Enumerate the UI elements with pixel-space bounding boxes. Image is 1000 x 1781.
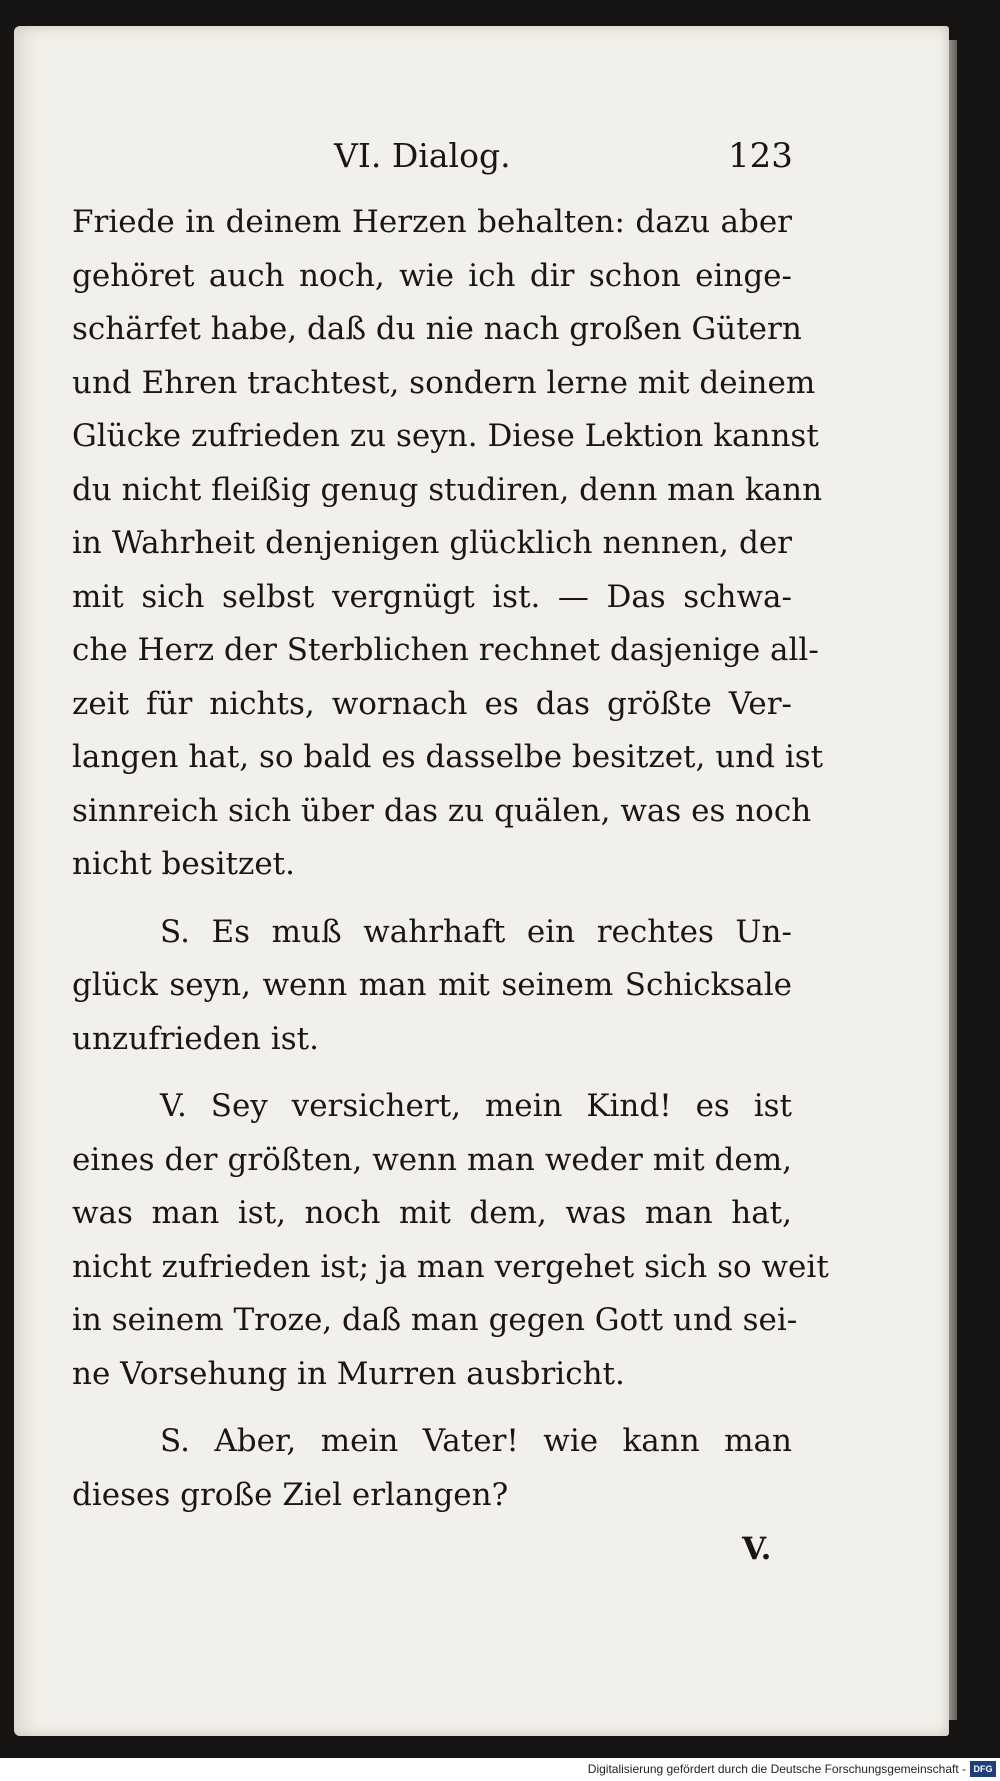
paragraph-1	[72, 196, 824, 892]
page-number: 123	[728, 136, 793, 176]
text-line: mit sich selbst vergnügt ist. — Das schwa-	[72, 578, 792, 615]
page-edge	[949, 40, 957, 1720]
text-line: glück seyn, wenn man mit seinem Schicksale	[72, 967, 792, 1003]
text-line: dieses große Ziel erlangen?	[72, 1476, 509, 1513]
text-line: eines der größten, wenn man weder mit dem,	[72, 1141, 792, 1178]
text-line: nicht besitzet.	[72, 846, 295, 882]
paragraph-gap	[72, 1401, 792, 1415]
text-line: zeit für nichts, wornach es das größte Ver-	[72, 685, 792, 722]
running-head: VI. Dialog.	[334, 136, 511, 175]
text-line: V. Sey versichert, mein Kind! es ist	[160, 1088, 792, 1124]
paragraph-gap	[72, 892, 792, 906]
paragraph-3	[72, 1080, 829, 1401]
text-line: du nicht fleißig genug studiren, denn man kann	[72, 471, 823, 508]
body-text	[72, 196, 829, 1522]
text-line: Friede in deinem Herzen behalten: dazu aber	[72, 204, 792, 240]
dfg-logo-icon: DFG	[970, 1761, 996, 1777]
text-line: in Wahrheit denjenigen glücklich nennen, der	[72, 525, 792, 561]
text-line: nicht zufrieden ist; ja man vergehet sich so weit	[72, 1248, 829, 1285]
text-line: ne Vorsehung in Murren ausbricht.	[72, 1355, 625, 1392]
paragraph-gap	[72, 1066, 792, 1080]
text-line: S. Es muß wahrhaft ein rechtes Un-	[160, 913, 792, 950]
funding-credit: Digitalisierung gefördert durch die Deutsche Forschungsgemeinschaft -	[587, 1762, 966, 1776]
book-page	[14, 26, 949, 1736]
text-line: S. Aber, mein Vater! wie kann man	[160, 1423, 792, 1459]
text-line: Glücke zufrieden zu seyn. Diese Lektion kannst	[72, 418, 819, 454]
paragraph-2	[72, 906, 792, 1067]
text-line: che Herz der Sterblichen rechnet dasjenige all-	[72, 632, 819, 668]
text-line: gehöret auch noch, wie ich dir schon einge-	[72, 257, 792, 294]
text-line: in seinem Troze, daß man gegen Gott und sei-	[72, 1302, 798, 1338]
text-line: und Ehren trachtest, sondern lerne mit deinem	[72, 364, 816, 401]
paragraph-4	[72, 1415, 792, 1522]
digitization-footer	[0, 1758, 1000, 1781]
text-line: schärfet habe, daß du nie nach großen Gütern	[72, 311, 802, 347]
text-line: langen hat, so bald es dasselbe besitzet, und ist	[72, 739, 824, 775]
catchword: V.	[742, 1531, 772, 1567]
text-line: was man ist, noch mit dem, was man hat,	[72, 1195, 792, 1231]
text-line: unzufrieden ist.	[72, 1020, 319, 1057]
text-line: sinnreich sich über das zu quälen, was es noch	[72, 792, 812, 829]
